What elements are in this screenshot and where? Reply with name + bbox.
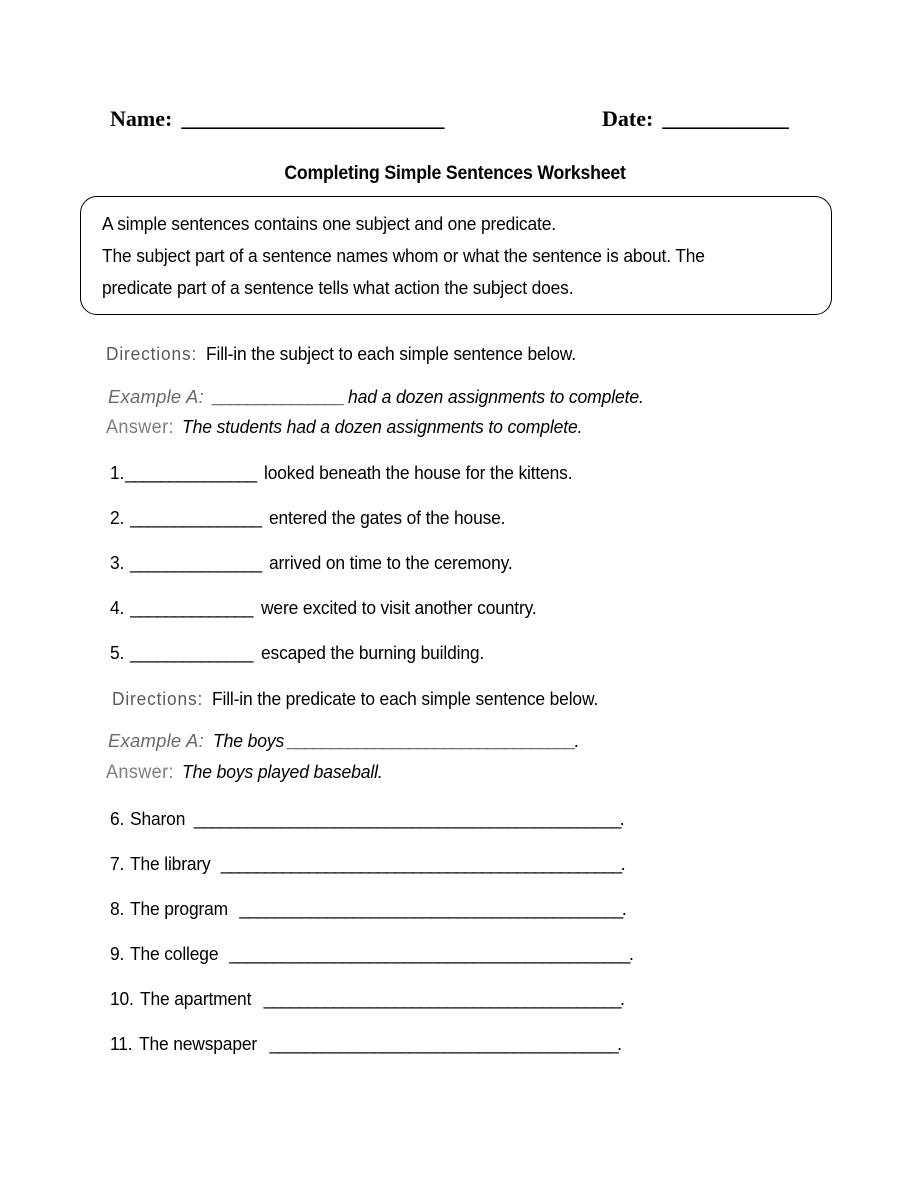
definition-box bbox=[80, 196, 832, 315]
name-date-row bbox=[110, 106, 800, 138]
item-subject: The apartment bbox=[140, 988, 252, 1009]
item-blank[interactable]: ________________________________________. bbox=[269, 1033, 621, 1054]
directions-label: Directions: bbox=[106, 344, 198, 364]
item-blank[interactable]: ______________________________________________. bbox=[220, 853, 625, 874]
item-subject: The newspaper bbox=[138, 1033, 257, 1054]
item-text: entered the gates of the house. bbox=[269, 507, 506, 528]
question-item-8 bbox=[110, 898, 625, 920]
question-item-2 bbox=[110, 507, 521, 529]
item-number: 11. bbox=[110, 1033, 133, 1054]
question-item-11 bbox=[110, 1033, 621, 1055]
answer-predicate-row bbox=[106, 761, 394, 784]
answer-text: The students had a dozen assignments to complete. bbox=[182, 416, 583, 437]
item-blank[interactable]: _______________ bbox=[125, 462, 256, 483]
item-number: 1. bbox=[110, 462, 125, 483]
definition-line: predicate part of a sentence tells what action the subject does. bbox=[102, 277, 574, 298]
question-item-10 bbox=[110, 988, 623, 1010]
question-item-1 bbox=[110, 462, 593, 484]
item-text: were excited to visit another country. bbox=[260, 597, 537, 618]
example-label: Example A: bbox=[108, 730, 204, 751]
item-number: 8. bbox=[110, 898, 125, 919]
item-number: 6. bbox=[110, 808, 125, 829]
date-label: Date: bbox=[602, 106, 654, 131]
date-blank[interactable]: ____________ bbox=[662, 106, 789, 131]
answer-subject-row bbox=[106, 416, 604, 439]
item-text: looked beneath the house for the kittens. bbox=[264, 462, 573, 483]
item-subject: The college bbox=[130, 943, 219, 964]
item-blank[interactable]: ____________________________________________. bbox=[239, 898, 626, 919]
example-subject-row bbox=[108, 386, 660, 408]
item-blank[interactable]: ______________ bbox=[130, 597, 252, 618]
item-blank[interactable]: _______________ bbox=[130, 552, 261, 573]
directions-predicate bbox=[112, 688, 623, 710]
item-text: arrived on time to the ceremony. bbox=[269, 552, 514, 573]
item-number: 4. bbox=[110, 597, 125, 618]
definition-line: The subject part of a sentence names whom or what the sentence is about. The bbox=[102, 245, 705, 266]
item-blank[interactable]: ______________________________________________. bbox=[229, 943, 633, 964]
page-title: Completing Simple Sentences Worksheet bbox=[284, 163, 626, 184]
question-item-7 bbox=[110, 853, 624, 875]
item-number: 5. bbox=[110, 642, 125, 663]
name-label: Name: bbox=[110, 106, 173, 131]
item-blank[interactable]: _________________________________________________. bbox=[193, 808, 624, 829]
question-item-6 bbox=[110, 808, 623, 830]
answer-label: Answer: bbox=[106, 417, 174, 438]
example-text: had a dozen assignments to complete. bbox=[348, 386, 645, 407]
date-field-group bbox=[602, 106, 788, 132]
item-number: 9. bbox=[110, 943, 125, 964]
example-blank: _________________________________. bbox=[287, 730, 579, 751]
directions-label: Directions: bbox=[112, 689, 204, 709]
directions-subject bbox=[106, 343, 600, 365]
name-field-group bbox=[110, 106, 444, 132]
item-number: 10. bbox=[110, 988, 134, 1009]
item-blank[interactable]: _________________________________________. bbox=[263, 988, 624, 1009]
question-item-4 bbox=[110, 597, 554, 619]
item-number: 7. bbox=[110, 853, 125, 874]
question-item-3 bbox=[110, 552, 529, 574]
name-blank[interactable]: _________________________ bbox=[181, 106, 444, 131]
example-label: Example A: bbox=[108, 386, 204, 407]
question-item-5 bbox=[110, 642, 498, 664]
item-subject: The program bbox=[130, 898, 229, 919]
item-number: 3. bbox=[110, 552, 125, 573]
question-item-9 bbox=[110, 943, 632, 965]
example-subject: The boys bbox=[212, 730, 285, 751]
item-blank[interactable]: ______________ bbox=[130, 642, 252, 663]
answer-label: Answer: bbox=[106, 762, 174, 783]
item-blank[interactable]: _______________ bbox=[130, 507, 261, 528]
example-blank: _______________ bbox=[212, 386, 344, 407]
directions-text: Fill-in the predicate to each simple sentence below. bbox=[211, 688, 599, 709]
item-subject: Sharon bbox=[130, 808, 186, 829]
definition-line: A simple sentences contains one subject and one predicate. bbox=[102, 213, 556, 234]
answer-text: The boys played baseball. bbox=[182, 761, 384, 782]
item-text: escaped the burning building. bbox=[260, 642, 484, 663]
item-subject: The library bbox=[130, 853, 211, 874]
example-predicate-row bbox=[108, 730, 578, 752]
directions-text: Fill-in the subject to each simple sentence below. bbox=[205, 343, 576, 364]
item-number: 2. bbox=[110, 507, 125, 528]
